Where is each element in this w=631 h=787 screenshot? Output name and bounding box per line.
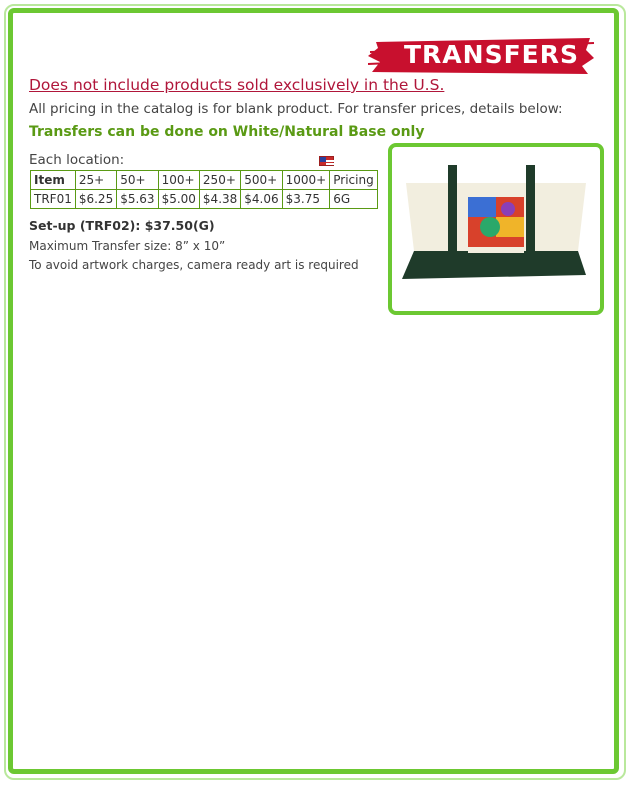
- table-header-cell: Item: [31, 171, 76, 190]
- table-cell: $4.38: [199, 190, 240, 209]
- table-header-cell: 25+: [75, 171, 116, 190]
- tote-bag-image: [392, 147, 600, 311]
- table-header-cell: 500+: [241, 171, 282, 190]
- banner-title: TRANSFERS: [404, 40, 579, 69]
- setup-fee: Set-up (TRF02): $37.50(G): [29, 218, 215, 233]
- transfer-price-table: [30, 170, 378, 209]
- table-cell: $3.75: [282, 190, 330, 209]
- table-cell: $6.25: [75, 190, 116, 209]
- us-flag-icon: [319, 156, 334, 166]
- table-cell: 6G: [330, 190, 377, 209]
- pricing-description: All pricing in the catalog is for blank product. For transfer prices, details below:: [29, 101, 563, 117]
- table-header-cell: 250+: [199, 171, 240, 190]
- table-row: [31, 190, 378, 209]
- each-location-label: Each location:: [29, 152, 125, 168]
- table-header-cell: 100+: [158, 171, 199, 190]
- artwork-note: To avoid artwork charges, camera ready art is required: [29, 258, 359, 272]
- table-header-cell: 50+: [117, 171, 158, 190]
- table-cell: $5.00: [158, 190, 199, 209]
- product-photo-frame: [388, 143, 604, 315]
- table-cell: $4.06: [241, 190, 282, 209]
- page-frame: [8, 8, 619, 774]
- table-header-row: [31, 171, 378, 190]
- table-cell: TRF01: [31, 190, 76, 209]
- table-header-cell: 1000+: [282, 171, 330, 190]
- base-only-notice: Transfers can be done on White/Natural Base only: [29, 124, 425, 140]
- table-cell: $5.63: [117, 190, 158, 209]
- us-exclusion-note: Does not include products sold exclusively in the U.S.: [29, 76, 445, 94]
- table-header-cell: Pricing: [330, 171, 377, 190]
- max-transfer-size: Maximum Transfer size: 8” x 10”: [29, 239, 226, 253]
